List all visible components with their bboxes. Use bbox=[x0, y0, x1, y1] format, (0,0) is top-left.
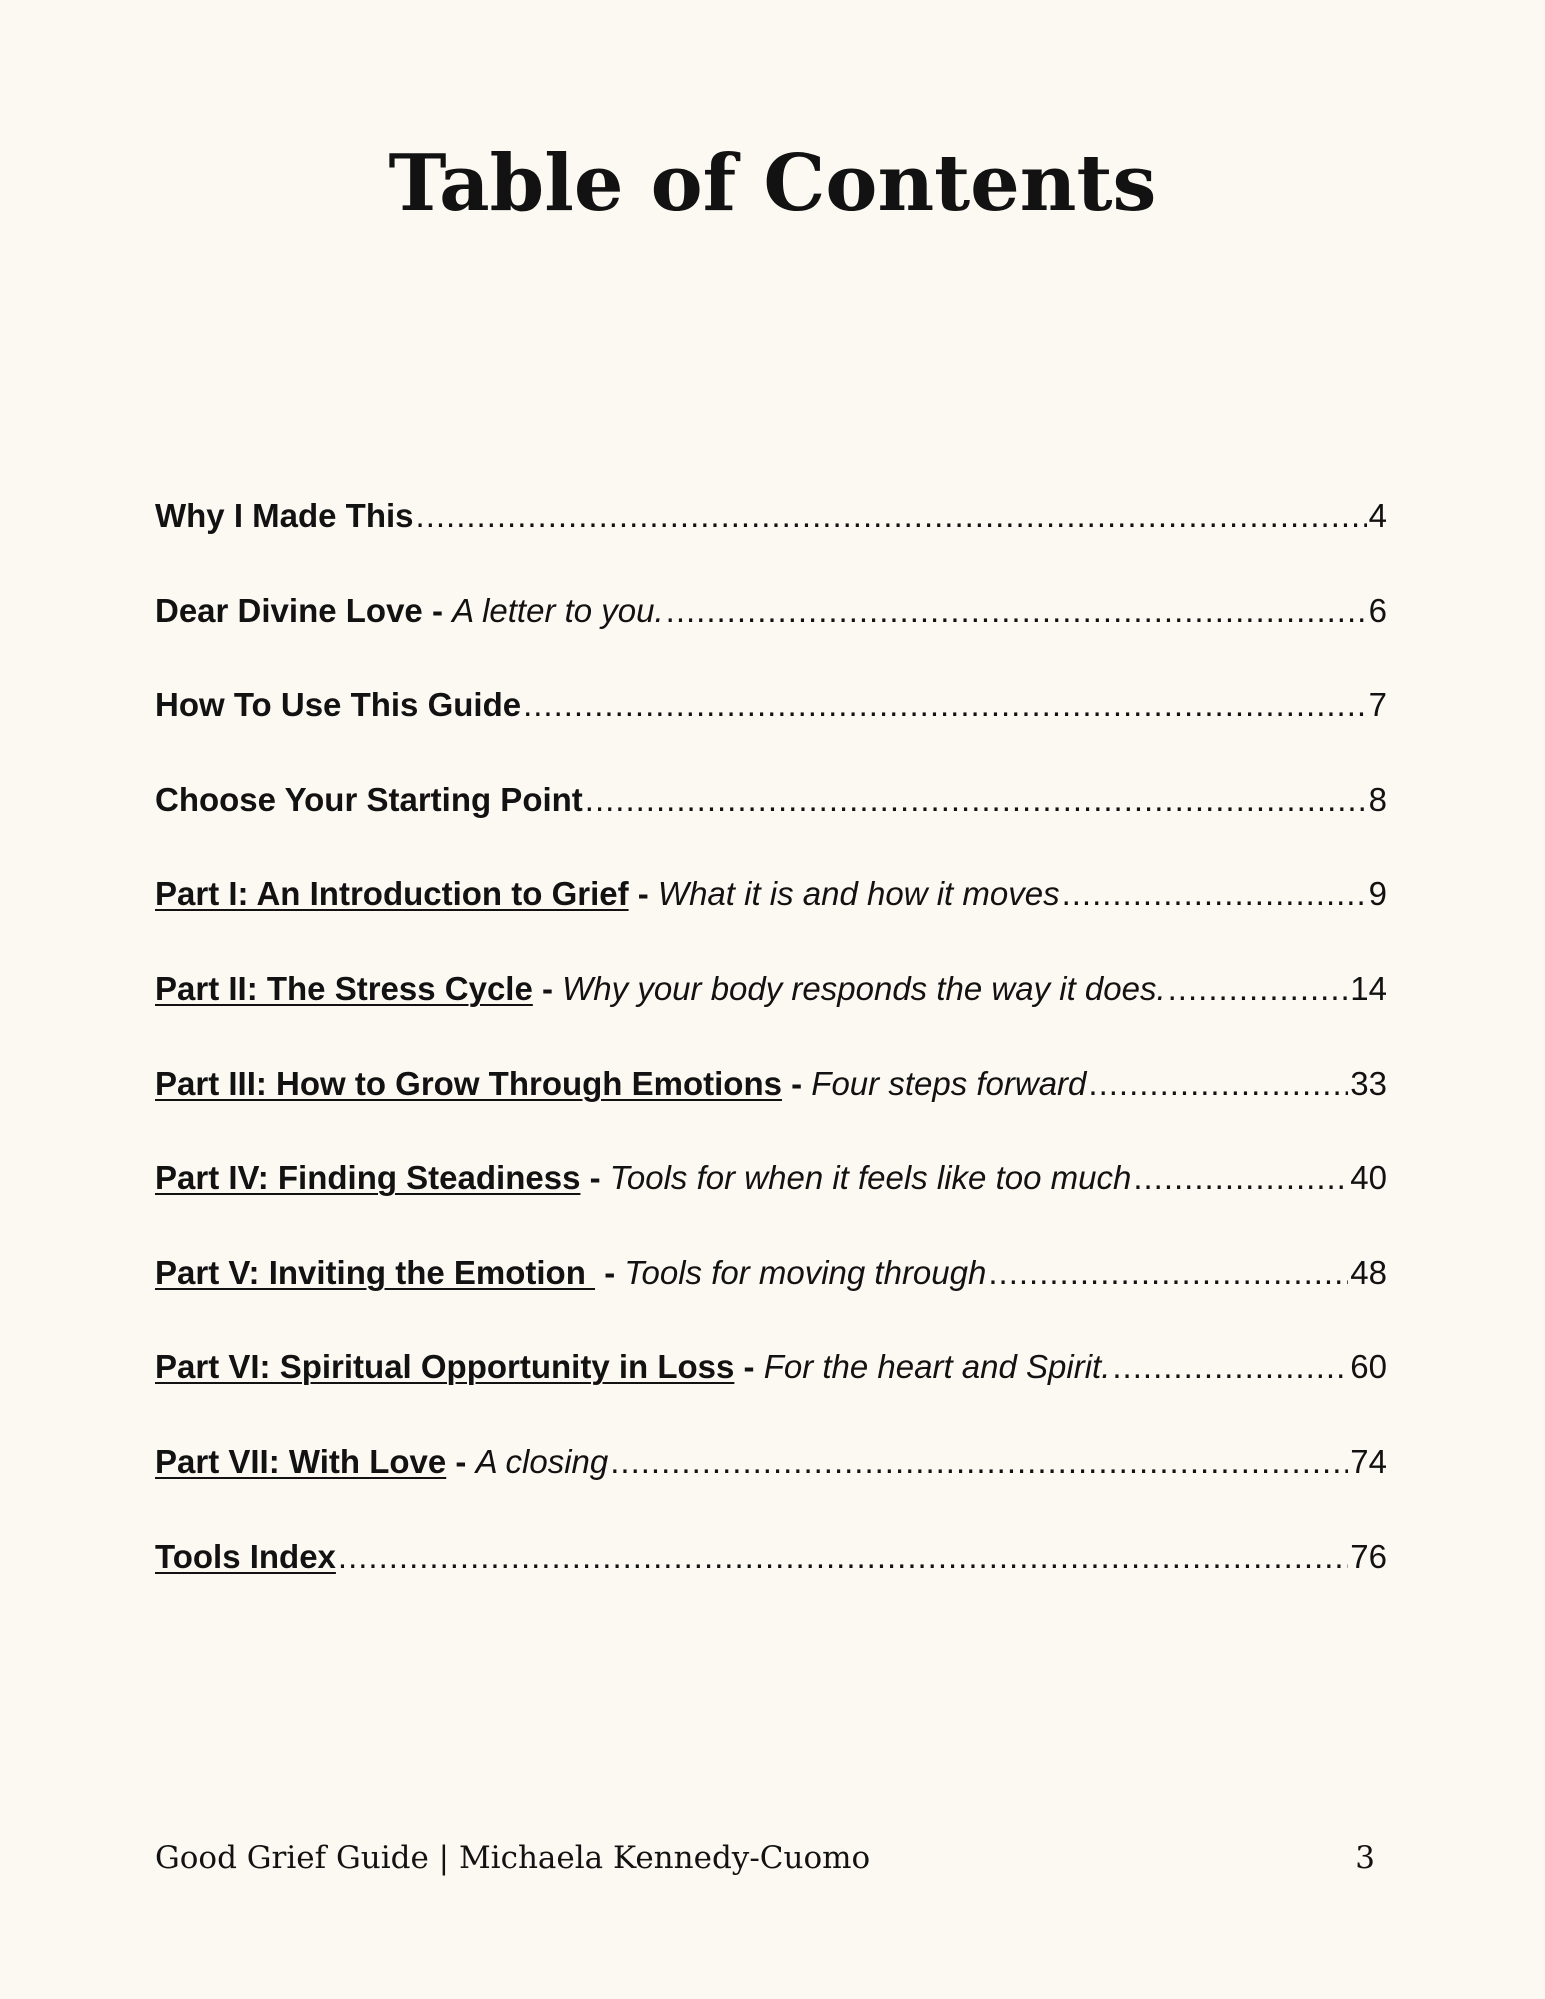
toc-entry-part-6[interactable] bbox=[155, 1350, 1387, 1445]
page-title: Table of Contents bbox=[388, 138, 1157, 229]
toc-separator: - bbox=[532, 969, 563, 1007]
toc-entry-part-1[interactable] bbox=[155, 877, 1387, 972]
toc-entry-part-2[interactable] bbox=[155, 969, 1387, 1067]
toc-subtitle: A letter to you. bbox=[452, 591, 664, 629]
dot-leader bbox=[1062, 877, 1367, 910]
dot-leader bbox=[988, 1256, 1348, 1289]
toc-heading[interactable]: How To Use This Guide bbox=[155, 686, 522, 724]
toc-heading-link[interactable]: Part V: Inviting the Emotion bbox=[155, 1253, 596, 1291]
toc-page-number: 14 bbox=[1350, 969, 1387, 1007]
toc-subtitle: Tools for moving through bbox=[624, 1253, 987, 1291]
toc-entry-dear-divine-love[interactable] bbox=[155, 591, 1387, 689]
toc-subtitle: For the heart and Spirit. bbox=[763, 1348, 1111, 1386]
dot-leader bbox=[1133, 1161, 1348, 1194]
toc-heading-link[interactable]: Part VI: Spiritual Opportunity in Loss bbox=[155, 1348, 735, 1386]
toc-page-number: 33 bbox=[1350, 1064, 1387, 1102]
dot-leader bbox=[338, 1540, 1348, 1573]
toc-entry-why-i-made-this[interactable] bbox=[155, 499, 1387, 594]
toc-separator: - bbox=[595, 1253, 625, 1291]
toc-subtitle: Why your body responds the way it does. bbox=[562, 969, 1166, 1007]
dot-leader bbox=[1088, 1067, 1348, 1100]
toc-entry-part-7[interactable] bbox=[155, 1442, 1387, 1540]
dot-leader bbox=[523, 688, 1367, 721]
toc-separator: - bbox=[628, 875, 658, 913]
toc-separator: - bbox=[422, 591, 453, 629]
toc-heading-link[interactable]: Part III: How to Grow Through Emotions bbox=[155, 1064, 782, 1102]
toc-entry-how-to-use[interactable] bbox=[155, 688, 1387, 783]
toc-entry-part-3[interactable] bbox=[155, 1064, 1387, 1162]
footer-page-number: 3 bbox=[1355, 1840, 1375, 1876]
toc-page-number: 74 bbox=[1350, 1442, 1387, 1480]
toc-page-number: 4 bbox=[1368, 497, 1387, 534]
toc-heading[interactable]: Choose Your Starting Point bbox=[155, 780, 583, 818]
dot-leader bbox=[585, 783, 1367, 816]
toc-entry-part-5[interactable] bbox=[155, 1253, 1387, 1351]
toc-heading-link[interactable]: Part VII: With Love bbox=[155, 1442, 447, 1480]
toc-subtitle: Four steps forward bbox=[811, 1064, 1087, 1102]
toc-page-number: 8 bbox=[1368, 780, 1387, 818]
table-of-contents bbox=[155, 499, 1387, 1634]
toc-separator: - bbox=[446, 1442, 476, 1480]
footer-text: Good Grief Guide | Michaela Kennedy-Cuomo bbox=[155, 1840, 871, 1876]
toc-page-number: 60 bbox=[1350, 1348, 1387, 1386]
dot-leader bbox=[610, 1445, 1348, 1478]
toc-page-number: 48 bbox=[1350, 1253, 1387, 1291]
toc-heading-link[interactable]: Part II: The Stress Cycle bbox=[155, 969, 533, 1007]
toc-heading-link[interactable]: Part IV: Finding Steadiness bbox=[155, 1159, 581, 1197]
toc-page-number: 9 bbox=[1368, 875, 1387, 913]
toc-heading[interactable]: Why I Made This bbox=[155, 497, 414, 534]
toc-subtitle: A closing bbox=[475, 1442, 609, 1480]
toc-heading[interactable]: Dear Divine Love bbox=[155, 591, 423, 629]
toc-subtitle: What it is and how it moves bbox=[657, 875, 1060, 913]
toc-entry-part-4[interactable] bbox=[155, 1161, 1387, 1256]
toc-heading-link[interactable]: Tools Index bbox=[155, 1537, 336, 1575]
toc-entry-starting-point[interactable] bbox=[155, 780, 1387, 878]
toc-subtitle: Tools for when it feels like too much bbox=[609, 1159, 1132, 1197]
dot-leader bbox=[1112, 1350, 1348, 1383]
toc-separator: - bbox=[734, 1348, 764, 1386]
toc-page-number: 6 bbox=[1368, 591, 1387, 629]
toc-separator: - bbox=[781, 1064, 812, 1102]
toc-page-number: 7 bbox=[1368, 686, 1387, 724]
dot-leader bbox=[666, 594, 1367, 627]
toc-entry-tools-index[interactable] bbox=[155, 1537, 1387, 1635]
page-footer bbox=[155, 1840, 1375, 1876]
dot-leader bbox=[416, 499, 1367, 532]
dot-leader bbox=[1168, 972, 1349, 1005]
toc-page-number: 76 bbox=[1350, 1537, 1387, 1575]
toc-separator: - bbox=[580, 1159, 610, 1197]
toc-heading-link[interactable]: Part I: An Introduction to Grief bbox=[155, 875, 629, 913]
toc-page-number: 40 bbox=[1350, 1159, 1387, 1197]
